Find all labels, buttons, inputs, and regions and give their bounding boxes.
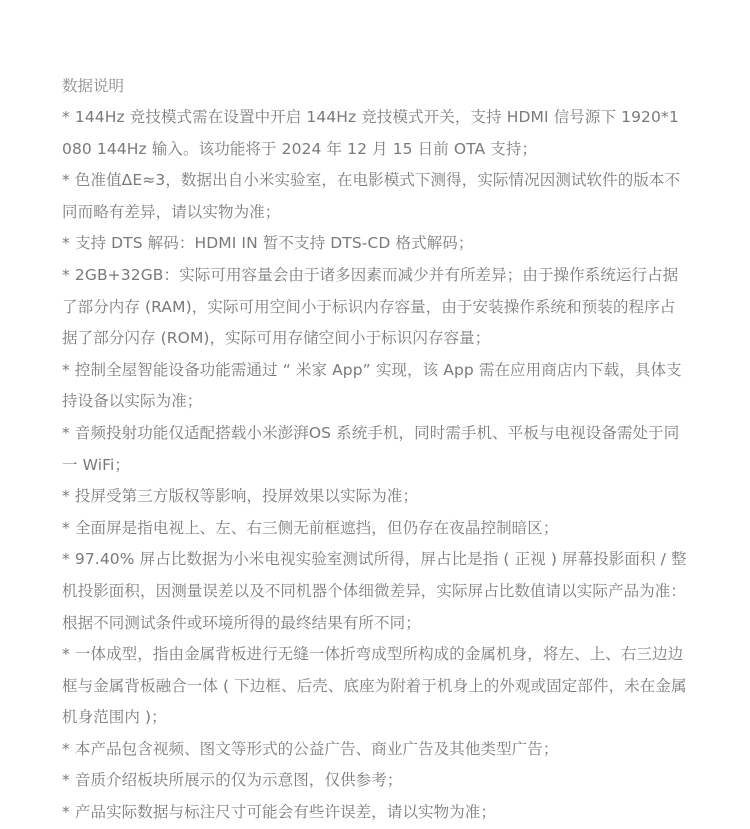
note-dts: * 支持 DTS 解码：HDMI IN 暂不支持 DTS-CD 格式解码； — [62, 234, 474, 253]
note-screen-cast: * 投屏受第三方版权等影响，投屏效果以实际为准； — [62, 487, 419, 506]
note-dimensions: * 产品实际数据与标注尺寸可能会有些许误差，请以实物为准； — [62, 803, 497, 822]
note-screen-ratio: * 97.40% 屏占比数据为小米电视实验室测试所得，屏占比是指 ( 正视 ) 屏幕投影面积 / 整机投影面积，因测量误差以及不同机器个体细微差异，实际屏占比数值请以实际产品为准：根据不同测试条件或环境所得的最终结果有所不同； — [62, 550, 687, 632]
note-audio-cast: * 音频投射功能仅适配搭载小米澎湃OS 系统手机，同时需手机、平板与电视设备需处于同一 WiFi； — [62, 423, 680, 474]
note-144hz: * 144Hz 竞技模式需在设置中开启 144Hz 竞技模式开关，支持 HDMI 信号源下 1920*1080 144Hz 输入。该功能将于 2024 年 12 月 15 日前 OTA 支持； — [62, 108, 679, 158]
note-unibody: * 一体成型，指由金属背板进行无缝一体折弯成型所构成的金属机身，将左、上、右三边边框与金属背板融合一体 ( 下边框、后壳、底座为附着于机身上的外观或固定部件，未在金属机身范围内 )； — [62, 645, 687, 727]
note-sound-illustration: * 音质介绍板块所展示的仅为示意图，仅供参考； — [62, 771, 403, 790]
notes-list — [62, 102, 688, 829]
note-ads: * 本产品包含视频、图文等形式的公益广告、商业广告及其他类型广告； — [62, 739, 559, 758]
note-smart-home: * 控制全屋智能设备功能需通过 “ 米家 App” 实现，该 App 需在应用商店内下载，具体支持设备以实际为准； — [62, 360, 682, 411]
note-full-screen: * 全面屏是指电视上、左、右三侧无前框遮挡，但仍存在夜晶控制暗区； — [62, 518, 559, 537]
note-storage: * 2GB+32GB：实际可用容量会由于诸多因素而减少并有所差异；由于操作系统运行占据了部分内存 (RAM)，实际可用空间小于标识内存容量，由于安装操作系统和预装的程序占据了部分闪存 (ROM)，实际可用存储空间小于标识闪存容量； — [62, 265, 679, 348]
section-title: 数据说明 — [62, 77, 125, 95]
note-color-accuracy: * 色准值ΔE≈3，数据出自小米实验室，在电影模式下测得，实际情况因测试软件的版本不同而略有差异，请以实物为准； — [62, 171, 681, 221]
